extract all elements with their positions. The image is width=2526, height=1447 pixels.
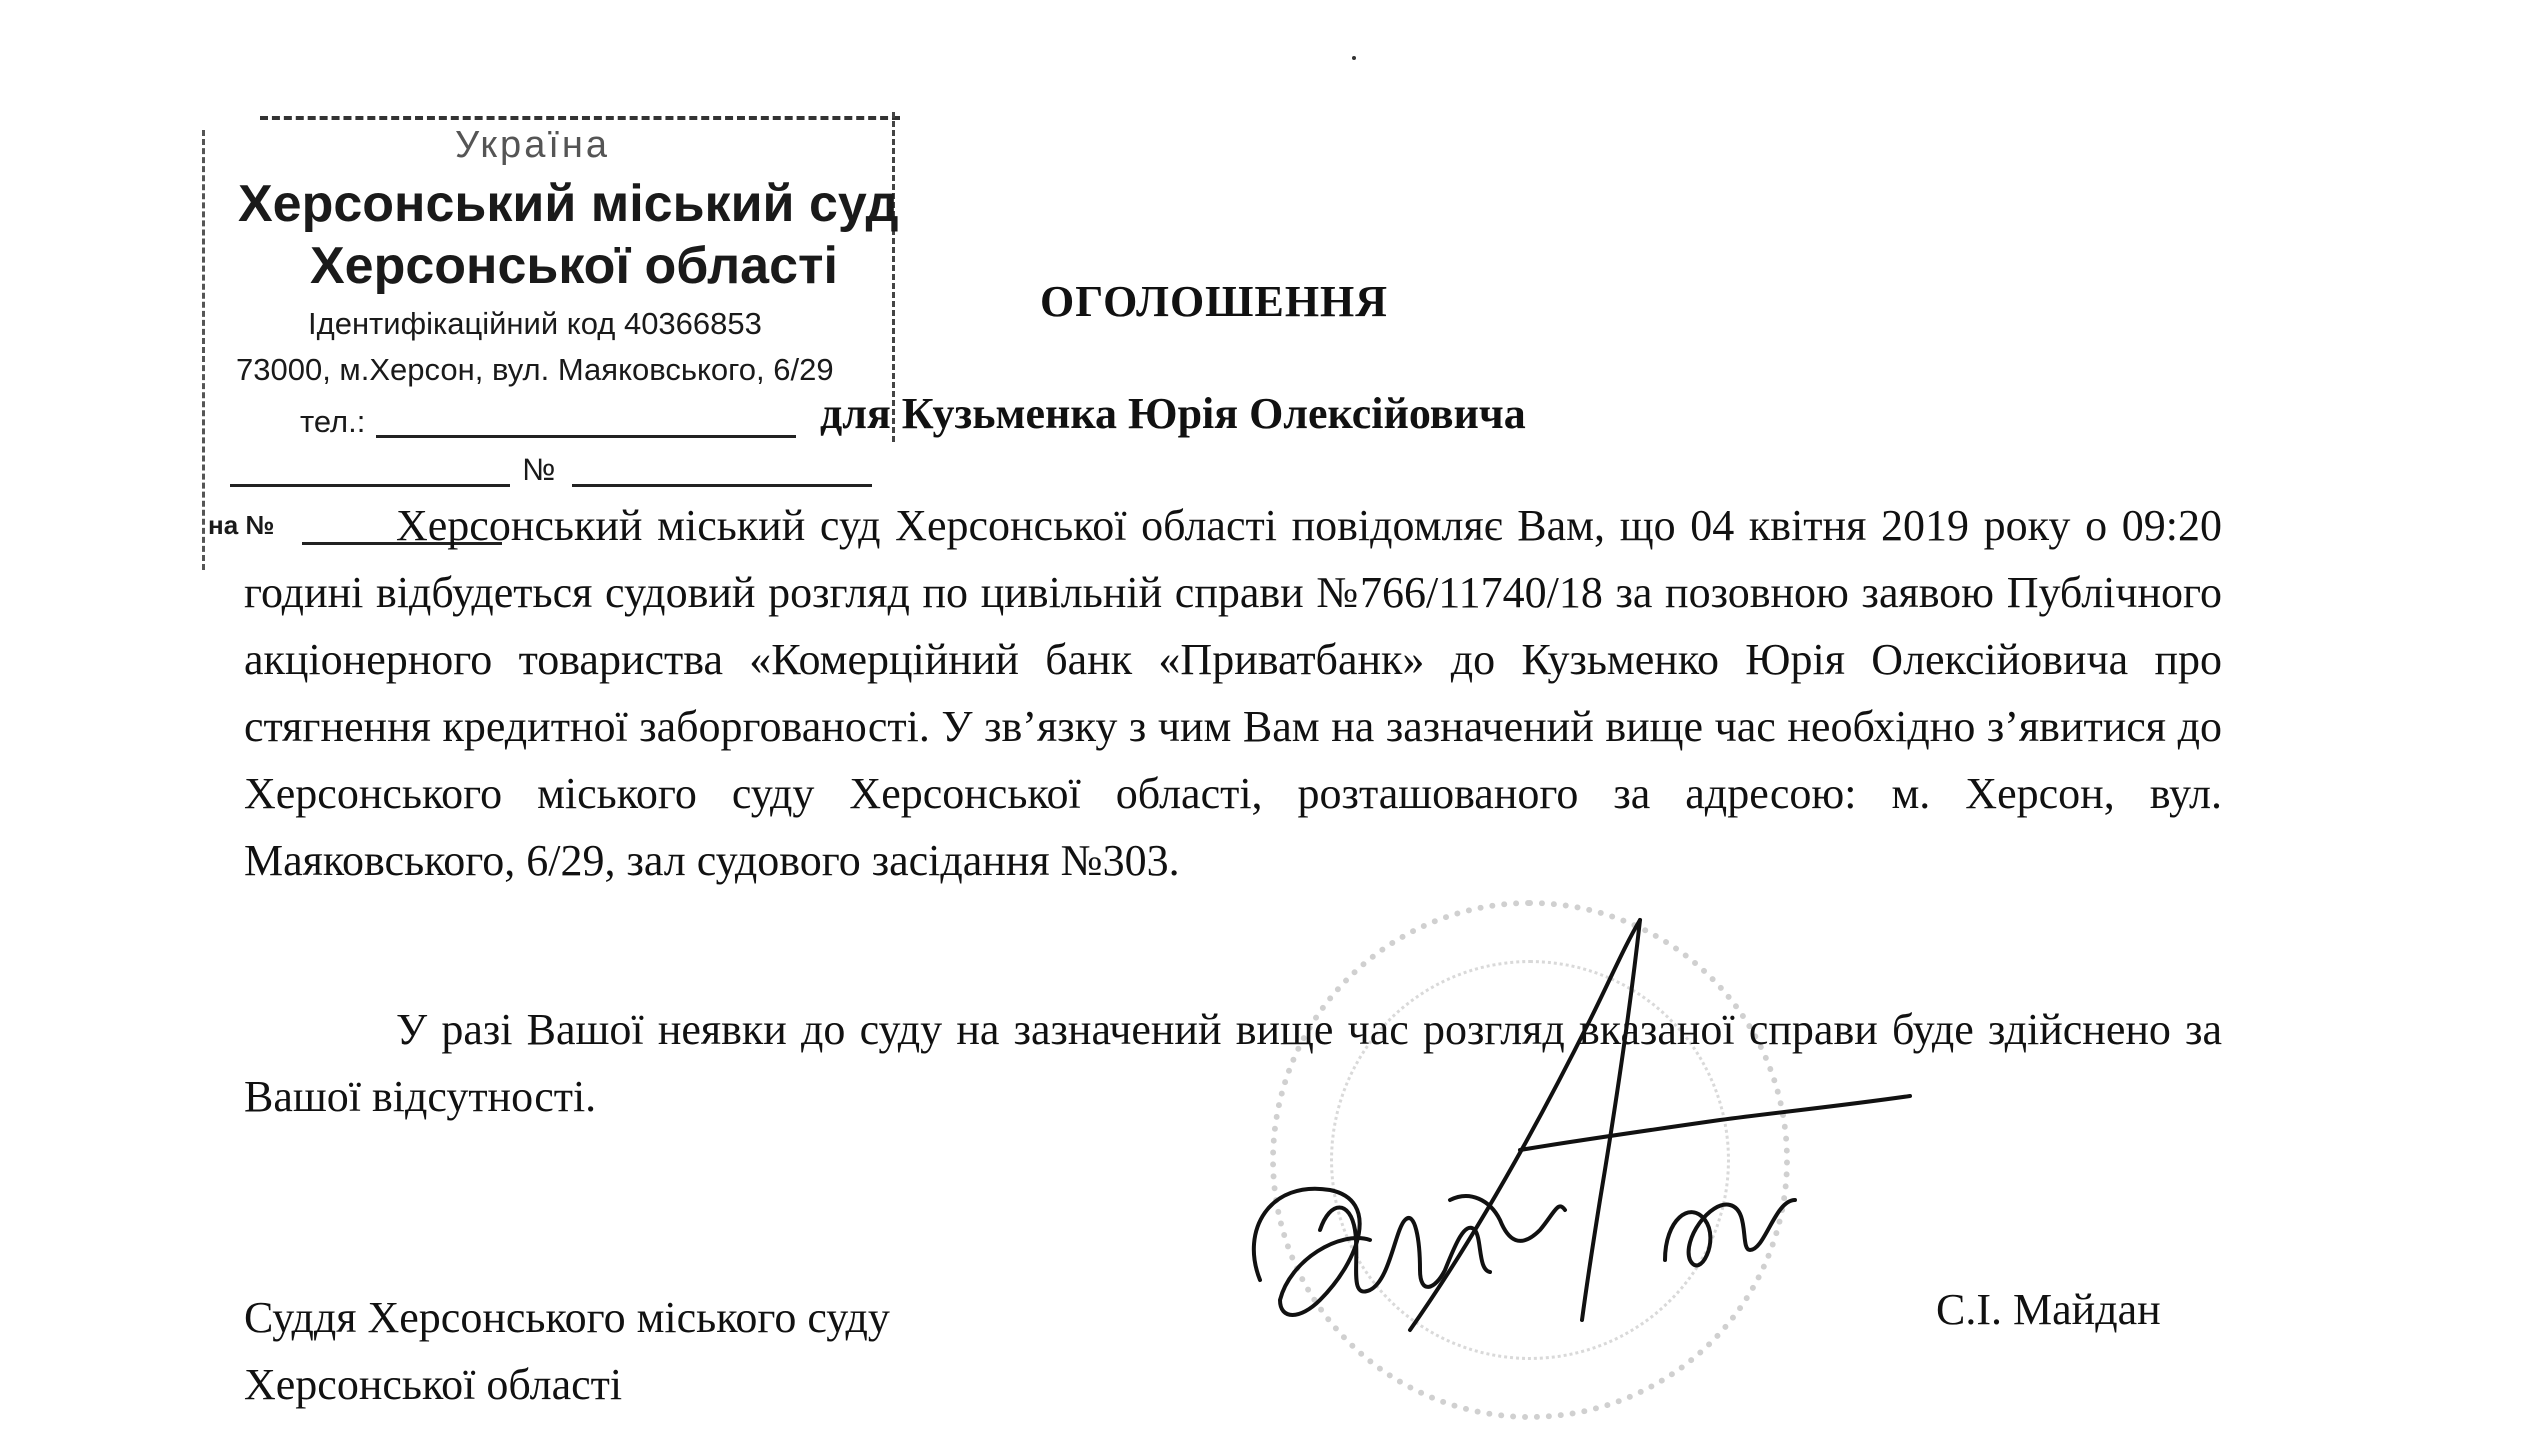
stamp-border-left [202, 130, 205, 570]
stamp-tel-blank [376, 435, 796, 438]
stamp-court-name: Херсонський міський суд [238, 175, 899, 233]
judge-title-line-2: Херсонської області [244, 1360, 623, 1409]
stamp-tel-label: тел.: [300, 404, 366, 439]
notice-paragraph-1: Херсонський міський суд Херсонської області повідомляє Вам, що 04 квітня 2019 року о 09:20 годині відбудеться судовий розгляд по цивільній справи №766/11740/18 за позовною заявою Публічного акціонерного товариства «Комерційний банк «Приватбанк» до Кузьменко Юрія Олексійовича про стягнення кредитної заборгованості. У зв’язку з чим Вам на зазначений вище час необхідно з’явитися до Херсонського міського суду Херсонської області, розташованого за адресою: м. Херсон, вул. Маяковського, 6/29, зал судового засідання №303. [244, 501, 2222, 885]
judge-signature [1220, 900, 1920, 1370]
stamp-number-blank-left [230, 484, 510, 487]
stamp-country: Україна [455, 124, 611, 166]
stamp-address: 73000, м.Херсон, вул. Маяковського, 6/29 [236, 352, 834, 387]
stamp-id-code: Ідентифікаційний код 40366853 [308, 306, 762, 341]
judge-title [244, 1284, 890, 1418]
stamp-reference-label: на № [208, 510, 275, 540]
notice-paragraph-2: У разі Вашої неявки до суду на зазначений вище час розгляд вказаної справи буде здійснено за Вашої відсутності. [244, 1005, 2222, 1121]
stamp-number-sign: № [522, 452, 556, 487]
judge-title-line-1: Суддя Херсонського міського суду [244, 1293, 890, 1342]
stamp-border-top [260, 116, 900, 120]
scan-speck [1352, 56, 1356, 60]
stamp-region: Херсонської області [310, 237, 838, 295]
stamp-number-blank-right [572, 484, 872, 487]
notice-addressee: для Кузьменка Юрія Олексійовича [820, 389, 1526, 438]
notice-title: ОГОЛОШЕННЯ [1040, 277, 1389, 326]
judge-name: С.І. Майдан [1936, 1285, 2161, 1334]
